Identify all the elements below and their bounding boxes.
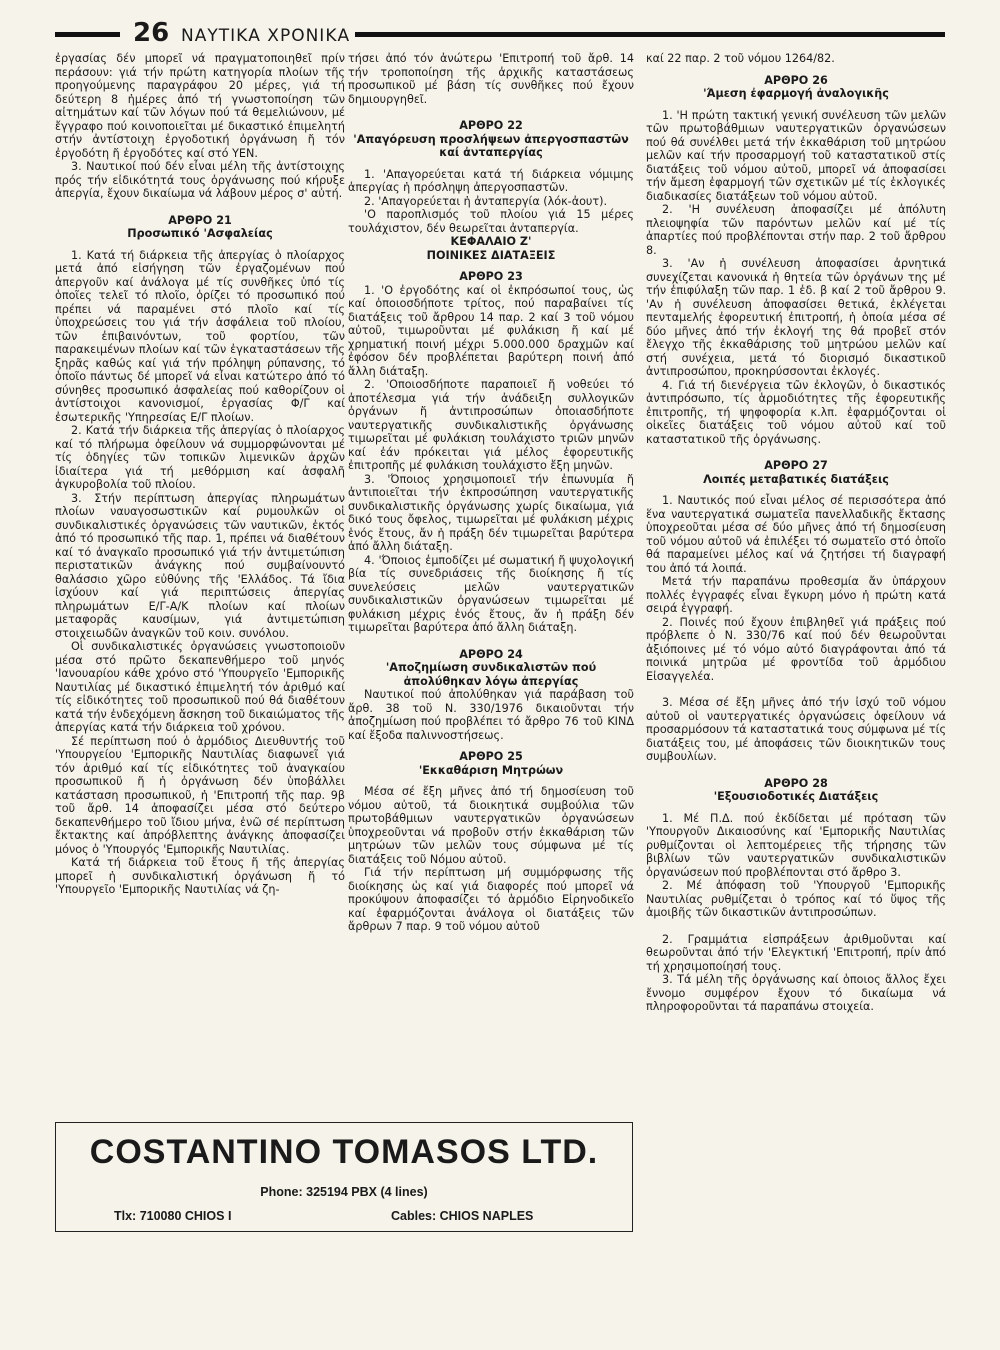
paragraph: 1. 'Ο ἐργοδότης καί οἱ ἐκπρόσωποί τους, ὡς καί ὁποιοσδήποτε τρίτος, πού παραβαίνει τίς διατάξεις τοῦ ἄρθρου 14 παρ. 2 καί 3 τοῦ νόμου αὐτοῦ, τιμωροῦνται μέ φυλάκιση ἤ καί μέ χρηματική ποινή μέχρι 5.000.000 δραχμῶν καί ἐφόσον δέν προβλέπεται βαρύτερη ποινή ἀπό ἄλλη διάταξη. — [348, 283, 634, 378]
paragraph: 2. Κατά τήν διάρκεια τῆς ἀπεργίας ὁ πλοίαρχος καί τό πλήρωμα ὀφείλουν νά συμμορφώνονται μέ τίς ὁδηγίες τῶν τοπικῶν λιμενικῶν ἀρχῶν ἰδιαίτερα γιά τή μεθόρμιση καί ἀσφαλῆ ἀγκυροβολία τοῦ πλοίου. — [55, 424, 345, 491]
paragraph: Σέ περίπτωση πού ὁ ἁρμόδιος Διευθυντής τοῦ 'Υπουργείου 'Εμπορικῆς Ναυτιλίας διαφωνεῖ γιά τόν ἀριθμό καί τίς εἰδικότητες τοῦ ἀναγκαίου προσωπικοῦ ἤ ἡ ὀργάνωση δέν ὑποβάλλει κατάσταση προσωπικοῦ, ἡ 'Επιτροπή τῆς παρ. 9β τοῦ ἄρθ. 14 ἀποφασίζει μέσα στό δεύτερο δεκαπενθήμερο τοῦ ἴδιου μήνα, ἐνῶ σέ περίπτωση ἔκτακτης καί ἀπρόβλεπτης ἀνάγκης ἀποφασίζει μόνος ὁ 'Υπουργός 'Εμπορικῆς Ναυτιλίας. — [55, 734, 345, 856]
paragraph: 2. Ποινές πού ἔχουν ἐπιβληθεῖ γιά πράξεις πού πρόβλεπε ὁ Ν. 330/76 καί πού δέν θεωροῦνται ἀξιόποινες μέ τό νόμο αὐτό διαγράφονται ἀπό τά ποινικά μητρῶα μέ φροντίδα τοῦ ἁρμόδιου Εἰσαγγελέα. — [646, 615, 946, 683]
ad-telex: Tlx: 710080 CHIOS I — [114, 1209, 232, 1223]
ad-company-name: COSTANTINO TOMASOS LTD. — [89, 1133, 599, 1171]
article-subheading: 'Εξουσιοδοτικές Διατάξεις — [713, 790, 879, 803]
paragraph: ἐργασίας δέν μπορεῖ νά πραγματοποιηθεῖ πρίν περάσουν: γιά τήν πρώτη κατηγορία πλοίων τῆς προηγούμενης παραγράφου 20 μέρες, γιά τή δεύτερη 8 ἡμέρες ἀπό τή γνωστοποίηση τῶν αἰτημάτων καί τῶν λόγων πού τά θεμελιώνουν, μέ ἔγγραφο πού κοινοποιεῖται μέ δικαστικό ἐπιμελητή στήν ἀντίστοιχη ἐργοδοτική ὀργάνωση ἤ τόν ἐργοδότη ἤ ἐργοδότες καί στό ΥΕΝ. — [55, 52, 345, 160]
paragraph: Μετά τήν παραπάνω προθεσμία ἄν ὑπάρχουν πολλές ἐγγραφές εἶναι ἔγκυρη μόνο ἡ πρώτη κατά σειρά ἐγγραφή. — [646, 575, 946, 615]
ad-cables: Cables: CHIOS NAPLES — [391, 1209, 534, 1223]
article-subheading: 'Εκκαθάριση Μητρώων — [418, 763, 564, 777]
paragraph: 1. 'Η πρώτη τακτική γενική συνέλευση τῶν μελῶν τῶν πρωτοβάθμιων ναυτεργατικῶν ὀργανώσεων πού θά συνέλθει μετά τήν ἐκκαθάριση τοῦ μητρώου μελῶν καί τήν προσαρμογή τοῦ καταστατικοῦ στίς διατάξεις τοῦ νόμου αὐτοῦ, μπορεῖ νά ἀποφασίσει τήν ἄμεση ἐφαρμογή τῶν σχετικῶν μέ τίς ἐκλογικές διαδικασίες διατάξεων τοῦ νόμου αὐτοῦ. — [646, 108, 946, 203]
article-subheading: Προσωπικό 'Ασφαλείας — [127, 227, 273, 240]
paragraph: 1. 'Απαγορεύεται κατά τή διάρκεια νόμιμης ἀπεργίας ἡ πρόσληψη ἀπεργοσπαστῶν. — [348, 167, 634, 194]
article-heading: ΑΡΘΡΟ 28 — [764, 776, 828, 790]
paragraph: Μέσα σέ ἔξη μῆνες ἀπό τή δημοσίευση τοῦ νόμου αὐτοῦ, τά διοικητικά συμβούλια τῶν πρωτοβάθμιων ναυτεργατικῶν ὀργανώσεων ὑποχρεοῦνται νά προβοῦν στήν ἐκκαθάριση τῶν μητρώων τῶν μελῶν τους σύμφωνα μέ τίς διατάξεις τοῦ Νόμου αὐτοῦ. — [348, 785, 634, 866]
ad-phone: Phone: 325194 PBX (4 lines) — [260, 1185, 428, 1199]
paragraph: 3. 'Όποιος χρησιμοποιεῖ τήν ἐπωνυμία ἤ ἀντιποιεῖται τήν ἐκπροσώπηση ναυτεργατικῆς συνδικαλιστικῆς ὀργάνωσης χωρίς δικαίωμα, γιά δικό τους ὄφελος, τιμωρεῖται μέ φυλάκιση μέχρις ἑνός ἔτους, ἄν ἡ πράξη δέν τιμωρεῖται βαρύτερα ἀπό ἄλλη διάταξη. — [348, 472, 634, 553]
paragraph: 1. Κατά τή διάρκεια τῆς ἀπεργίας ὁ πλοίαρχος μετά ἀπό εἰσήγηση τῶν ἐργαζομένων πού ἀπεργοῦν καί ἀνάλογα μέ τίς συνθῆκες ὑπό τίς ὁποῖες τελεῖ τό πλοῖο, ὁρίζει τό προσωπικό πού πρέπει νά παραμένει στό πλοῖο καί τίς ὑποχρεώσεις του γιά τήν ἀσφάλεια τοῦ πλοίου, τῶν ἐπιβαινόντων, τοῦ φορτίου, τῶν παρακειμένων πλοίων καί τῶν ἐγκαταστάσεων τῆς ξηρᾶς καθώς καί γιά τήν πρόληψη ρύπανσης, τό ὁποῖο πάντως δέ μπορεῖ νά εἶναι κατώτερο ἀπό τό σύνηθες προσωπικό ἀσφαλείας πού καθορίζουν οἱ ἀντίστοιχοι κανονισμοί, ἐργασίας Φ/Γ καί ἐσωτερικῆς 'Υπηρεσίας Ε/Γ πλοίων. — [55, 248, 345, 424]
text-column-1 — [55, 52, 345, 897]
chapter-heading: ΚΕΦΑΛΑΙΟ Ζ' — [450, 235, 532, 248]
publication-title: ΝΑΥΤΙΚΑ ΧΡΟΝΙΚΑ — [181, 26, 351, 46]
paragraph: Ναυτικοί πού ἀπολύθηκαν γιά παράβαση τοῦ ἄρθ. 38 τοῦ Ν. 330/1976 δικαιοῦνται τήν ἀποζημίωση πού προβλέπει τό ἄρθρο 76 τοῦ ΚΙΝΔ καί ἔξοδα παλιννοστήσεως. — [348, 688, 634, 742]
paragraph: 'Ο παροπλισμός τοῦ πλοίου γιά 15 μέρες τουλάχιστον, δέν θεωρεῖται ἀνταπεργία. — [348, 208, 634, 235]
paragraph: 2. 'Η συνέλευση ἀποφασίζει μέ ἀπόλυτη πλειοψηφία τῶν παρόντων μελῶν καί μέ τίς ἀπαρτίες πού προβλέπονται στήν παρ. 2 τοῦ ἄρθρου 8. — [646, 203, 946, 257]
article-heading: ΑΡΘΡΟ 27 — [764, 459, 828, 472]
text-column-2 — [348, 52, 634, 934]
paragraph: 2. Μέ ἀπόφαση τοῦ 'Υπουργοῦ 'Εμπορικῆς Ναυτιλίας ρυθμίζεται ὁ τρόπος καί τό ὕψος τῆς ἀμοιβῆς τῶν δικαστικῶν ἀντιπροσώπων. — [646, 879, 946, 919]
paragraph: Κατά τή διάρκεια τοῦ ἔτους ἤ τῆς ἀπεργίας μπορεῖ ἡ συνδικαλιστική ὀργάνωση ἤ τό 'Υπουργεῖο 'Εμπορικῆς Ναυτιλίας νά ζη- — [55, 856, 345, 896]
article-subheading: 'Απαγόρευση προσλήψεων ἀπεργοσπαστῶν καί ἀνταπεργίας — [353, 132, 629, 159]
article-heading: ΑΡΘΡΟ 22 — [459, 119, 523, 132]
paragraph: 2. Γραμμάτια εἰσπράξεων ἀριθμοῦνται καί θεωροῦνται ἀπό τήν 'Ελεγκτική 'Επιτροπή, πρίν ἀπό τή χρησιμοποίησή τους. — [646, 932, 946, 973]
paragraph: Γιά τήν περίπτωση μή συμμόρφωσης τῆς διοίκησης ὡς καί γιά διαφορές πού μπορεῖ νά προκύψουν ἀποφασίζει τό ἁρμόδιο Εἰρηνοδικεῖο καί ἐφαρμόζονται ἀνάλογα οἱ διατάξεις τῶν ἄρθρων 7 παρ. 9 τοῦ νόμου αὐτοῦ — [348, 866, 634, 933]
paragraph: 2. 'Οποιοσδήποτε παραποιεῖ ἤ νοθεύει τό ἀποτέλεσμα γιά τήν ἀνάδειξη συλλογικῶν ὀργάνων ἤ ἀντιπροσώπων ὁποιασδήποτε ναυτεργατικῆς συνδικαλιστικῆς ὀργάνωσης τιμωρεῖται μέ φυλάκιση τουλάχιστο τριῶν μηνῶν καί ἐάν πρόκειται γιά μέλος ἐφορευτικῆς ἐπιτροπῆς μέ φυλάκιση τουλάχιστο ἔξη μηνῶν. — [348, 378, 634, 472]
page-number: 26 — [133, 18, 170, 48]
paragraph: 3. Ναυτικοί πού δέν εἶναι μέλη τῆς ἀντίστοιχης πρός τήν εἰδικότητά τους ὀργάνωσης πού κήρυξε ἀπεργία, ἔχουν δικαίωμα νά λάβουν μέρος σ' αὐτή. — [55, 160, 345, 200]
header-rule-right — [355, 32, 945, 37]
article-heading: ΑΡΘΡΟ 24 — [459, 647, 523, 661]
paragraph: 4. 'Όποιος ἐμποδίζει μέ σωματική ἤ ψυχολογική βία τίς συνεδριάσεις τῆς διοίκησης ἤ τίς συνελεύσεις μελῶν ναυτεργατικῶν συνδικαλιστικῶν ὀργανώσεων τιμωρεῖται μέ φυλάκιση μέχρις ἑνός ἔτους, ἄν ἡ πράξη δέν τιμωρεῖται βαρύτερα ἀπό ἄλλη διάταξη. — [348, 553, 634, 634]
chapter-subheading: ΠΟΙΝΙΚΕΣ ΔΙΑΤΑΞΕΙΣ — [426, 248, 556, 262]
paragraph: 3. Μέσα σέ ἔξη μῆνες ἀπό τήν ἰσχύ τοῦ νόμου αὐτοῦ οἱ ναυτεργατικές ὀργανώσεις ὀφείλουν νά προσαρμόσουν τά καταστατικά τους σύμφωνα μέ τίς διατάξεις του, μέ ἀποφάσεις τῶν διοικητικῶν τους συμβουλίων. — [646, 696, 947, 763]
paragraph: 1. Ναυτικός πού εἶναι μέλος σέ περισσότερα ἀπό ἕνα ναυτεργατικά σωματεῖα πανελλαδικῆς ἔκτασης ὑποχρεοῦται μέσα σέ δύο μῆνες ἀπό τή δημοσίευση τοῦ νόμου αὐτοῦ νά ἐπιλέξει τό σωματεῖο στό ὁποῖο θά παραμείνει μέλος καί νά ζητήσει τή διαγραφή του ἀπό τά λοιπά. — [646, 494, 946, 575]
page-header — [55, 18, 945, 48]
paragraph: Οἱ συνδικαλιστικές ὀργανώσεις γνωστοποιοῦν μέσα στό πρῶτο δεκαπενθήμερο τοῦ μηνός 'Ιανουαρίου κάθε χρόνο στό 'Υπουργεῖο 'Εμπορικῆς Ναυτιλίας μέ δικαστικό ἐπιμελητή τόν ἀριθμό καί τίς εἰδικότητες τοῦ προσωπικοῦ πού θά διαθέτουν κατά τήν ἐνδεχόμενη ἄσκηση τοῦ δικαιώματος τῆς ἀπεργίας κατά τήν διάρκεια τοῦ χρόνου. — [55, 640, 345, 734]
advertisement-box — [55, 1122, 633, 1232]
paragraph: τήσει ἀπό τόν ἀνώτερω 'Επιτροπή τοῦ ἄρθ. 14 τήν τροποποίηση τῆς ἀρχικῆς καταστάσεως προσωπικοῦ μέ βάση τίς συνθῆκες πού ἔχουν δημιουργηθεῖ. — [348, 52, 634, 106]
article-heading: ΑΡΘΡΟ 26 — [764, 73, 828, 87]
article-heading: ΑΡΘΡΟ 21 — [168, 213, 232, 227]
header-rule-left — [55, 32, 120, 37]
paragraph: 3. 'Αν ἡ συνέλευση ἀποφασίσει ἀρνητικά συνεχίζεται κανονικά ἡ θητεία τῶν ὀργάνων της μέ τήν ἐπιφύλαξη τῶν παρ. 1 ἐδ. β καί 2 τοῦ ἄρθρου 9. 'Αν ἡ συνέλευση ἀποφασίσει θετικά, ἐκλέγεται πενταμελής ἐφορευτική ἐπιτροπή, ἡ ὁποία μέσα σέ δύο μῆνες ἀπό τήν ἐκλογή της θά προβεῖ στόν ἔλεγχο τῆς ἐκκαθάρισης τοῦ μητρώου μελῶν καί στή συνέχεια, μετά τό διορισμό δικαστικοῦ ἀντιπροσώπου, προκηρύσσονται ἐκλογές. — [646, 257, 946, 378]
paragraph: 3. Στήν περίπτωση ἀπεργίας πληρωμάτων πλοίων ναυαγοσωστικῶν καί ρυμουλκῶν οἱ συνδικαλιστικές ὀργανώσεις τῶν ναυτικῶν, ἐκτός ἀπό τό προσωπικό τῆς παρ. 1, πρέπει νά διαθέτουν καί τό ἀναγκαῖο προσωπικό γιά τήν ἀντιμετώπιση περιστατικῶν ἀνάγκης πού συμβαίνουντό θαλάσσιο χῶρο εὐθύνης τῆς 'Ελλάδος. Τά ἴδια ἰσχύουν καί γιά περιπτώσεις ἀπεργίας πληρωμάτων Ε/Γ-Α/Κ πλοίων καί πλοίων μεταφορᾶς καυσίμων, γιά ἀντιμετώπιση στοιχειωδῶν ἀναγκῶν τοῦ κοιν. συνόλου. — [55, 491, 345, 640]
paragraph: 3. Τά μέλη τῆς ὀργάνωσης καί ὁποιος ἄλλος ἔχει ἔννομο συμφέρον ἔχουν τό δικαίωμα νά πληροφοροῦνται τά παραπάνω στοιχεία. — [646, 973, 946, 1013]
paragraph: 1. Μέ Π.Δ. πού ἐκδίδεται μέ πρόταση τῶν 'Υπουργοῦν Δικαιοσύνης καί 'Εμπορικῆς Ναυτιλίας ρυθμίζονται οἱ λεπτομέρειες τῆς τήρησης τῶν βιβλίων τῶν ναυτεργατικῶν συνδικαλιστικῶν ὀργανώσεων πού προβλέπονται στό ἄρθρο 3. — [646, 811, 946, 879]
article-heading: ΑΡΘΡΟ 23 — [459, 270, 523, 283]
paragraph: καί 22 παρ. 2 τοῦ νόμου 1264/82. — [646, 52, 835, 65]
paragraph: 4. Γιά τή διενέργεια τῶν ἐκλογῶν, ὁ δικαστικός ἀντιπρόσωπο, τίς ἁρμοδιότητες τῆς ἐφορευτικῆς ἐπιτροπῆς, τή ψηφοφορία κ.λπ. ἐφαρμόζονται οἱ οἰκεῖες διατάξεις τοῦ νόμου αὐτοῦ καί τοῦ καταστατικοῦ τῆς ὀργάνωσης. — [646, 378, 946, 446]
text-column-3 — [646, 52, 946, 1014]
article-heading: ΑΡΘΡΟ 25 — [459, 750, 523, 763]
article-subheading: Λοιπές μεταβατικές διατάξεις — [703, 472, 889, 486]
article-subheading: 'Αποζημίωση συνδικαλιστῶν πού ἀπολύθηκαν λόγω ἀπεργίας — [385, 661, 597, 688]
article-subheading: 'Άμεση ἐφαρμογή ἀναλογικῆς — [703, 87, 889, 100]
paragraph: 2. 'Απαγορεύεται ἡ ἀνταπεργία (λόκ-ἀουτ). — [364, 194, 608, 208]
